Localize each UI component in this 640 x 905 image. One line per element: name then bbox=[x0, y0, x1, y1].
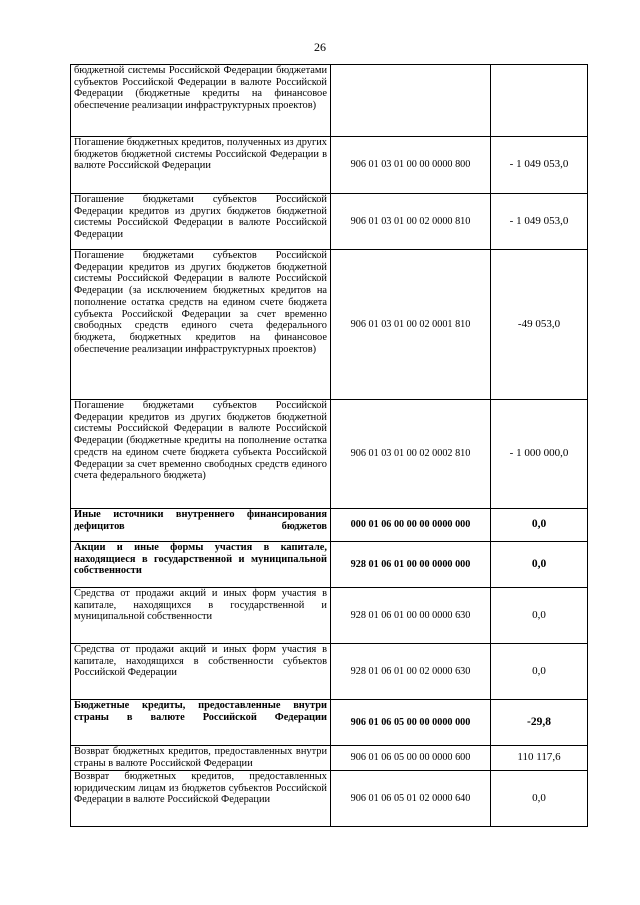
table-row bbox=[71, 400, 588, 509]
row-description: Возврат бюджетных кредитов, предоставленных внутри страны в валюте Российской Федерации bbox=[71, 746, 331, 771]
table-row bbox=[71, 65, 588, 137]
row-description: Погашение бюджетных кредитов, полученных из других бюджетов бюджетной системы Российской Федерации в валюте Российской Федерации bbox=[71, 137, 331, 194]
row-amount: 110 117,6 bbox=[491, 746, 588, 771]
table-row bbox=[71, 137, 588, 194]
row-code bbox=[331, 65, 491, 137]
row-amount: 0,0 bbox=[491, 509, 588, 542]
row-amount: - 1 049 053,0 bbox=[491, 194, 588, 250]
table-row bbox=[71, 746, 588, 771]
row-amount: 0,0 bbox=[491, 588, 588, 644]
table-row bbox=[71, 542, 588, 588]
row-code: 906 01 03 01 00 00 0000 800 bbox=[331, 137, 491, 194]
table-row bbox=[71, 700, 588, 746]
row-code: 906 01 03 01 00 02 0000 810 bbox=[331, 194, 491, 250]
row-description: Погашение бюджетами субъектов Российской Федерации кредитов из других бюджетов бюджетной системы Российской Федерации в валюте Российской Федерации (за исключением бюджетных кредитов на пополнение остатка средств на едином счете бюджета субъекта Российской Федерации за счет временно свободных средств единого счета федерального бюджета, бюджетных кредитов на финансовое обеспечение реализации инфраструктурных проектов) bbox=[71, 250, 331, 400]
row-code: 928 01 06 01 00 00 0000 630 bbox=[331, 588, 491, 644]
row-code: 906 01 03 01 00 02 0002 810 bbox=[331, 400, 491, 509]
table-row bbox=[71, 644, 588, 700]
row-amount bbox=[491, 65, 588, 137]
table-row bbox=[71, 588, 588, 644]
row-code: 906 01 06 05 00 00 0000 600 bbox=[331, 746, 491, 771]
row-amount: 0,0 bbox=[491, 771, 588, 827]
row-description: бюджетной системы Российской Федерации бюджетами субъектов Российской Федерации в валюте Российской Федерации (бюджетные кредиты на финансовое обеспечение реализации инфраструктурных проектов) bbox=[71, 65, 331, 137]
table-body bbox=[71, 65, 588, 827]
row-description: Акции и иные формы участия в капитале, находящиеся в государственной и муниципальной собственности bbox=[71, 542, 331, 588]
row-amount: -49 053,0 bbox=[491, 250, 588, 400]
row-description: Бюджетные кредиты, предоставленные внутри страны в валюте Российской Федерации bbox=[71, 700, 331, 746]
row-code: 906 01 06 05 01 02 0000 640 bbox=[331, 771, 491, 827]
row-description: Средства от продажи акций и иных форм участия в капитале, находящихся в государственной и муниципальной собственности bbox=[71, 588, 331, 644]
row-amount: - 1 000 000,0 bbox=[491, 400, 588, 509]
row-description: Средства от продажи акций и иных форм участия в капитале, находящихся в собственности субъектов Российской Федерации bbox=[71, 644, 331, 700]
row-description: Иные источники внутреннего финансирования дефицитов бюджетов bbox=[71, 509, 331, 542]
row-description: Возврат бюджетных кредитов, предоставленных юридическим лицам из бюджетов субъектов Российской Федерации в валюте Российской Федерации bbox=[71, 771, 331, 827]
row-amount: 0,0 bbox=[491, 644, 588, 700]
row-description: Погашение бюджетами субъектов Российской Федерации кредитов из других бюджетов бюджетной системы Российской Федерации в валюте Российской Федерации bbox=[71, 194, 331, 250]
page-number: 26 bbox=[314, 40, 326, 54]
row-code: 000 01 06 00 00 00 0000 000 bbox=[331, 509, 491, 542]
row-amount: 0,0 bbox=[491, 542, 588, 588]
row-code: 906 01 06 05 00 00 0000 000 bbox=[331, 700, 491, 746]
row-code: 928 01 06 01 00 02 0000 630 bbox=[331, 644, 491, 700]
row-amount: -29,8 bbox=[491, 700, 588, 746]
budget-sources-table bbox=[70, 64, 588, 827]
table-row bbox=[71, 771, 588, 827]
row-amount: - 1 049 053,0 bbox=[491, 137, 588, 194]
row-code: 906 01 03 01 00 02 0001 810 bbox=[331, 250, 491, 400]
table-row bbox=[71, 509, 588, 542]
row-description: Погашение бюджетами субъектов Российской Федерации кредитов из других бюджетов бюджетной системы Российской Федерации в валюте Российской Федерации (бюджетные кредиты на пополнение остатка средств на едином счете бюджета субъекта Российской Федерации за счет временно свободных средств единого счета федерального бюджета) bbox=[71, 400, 331, 509]
table-row bbox=[71, 194, 588, 250]
row-code: 928 01 06 01 00 00 0000 000 bbox=[331, 542, 491, 588]
table-row bbox=[71, 250, 588, 400]
